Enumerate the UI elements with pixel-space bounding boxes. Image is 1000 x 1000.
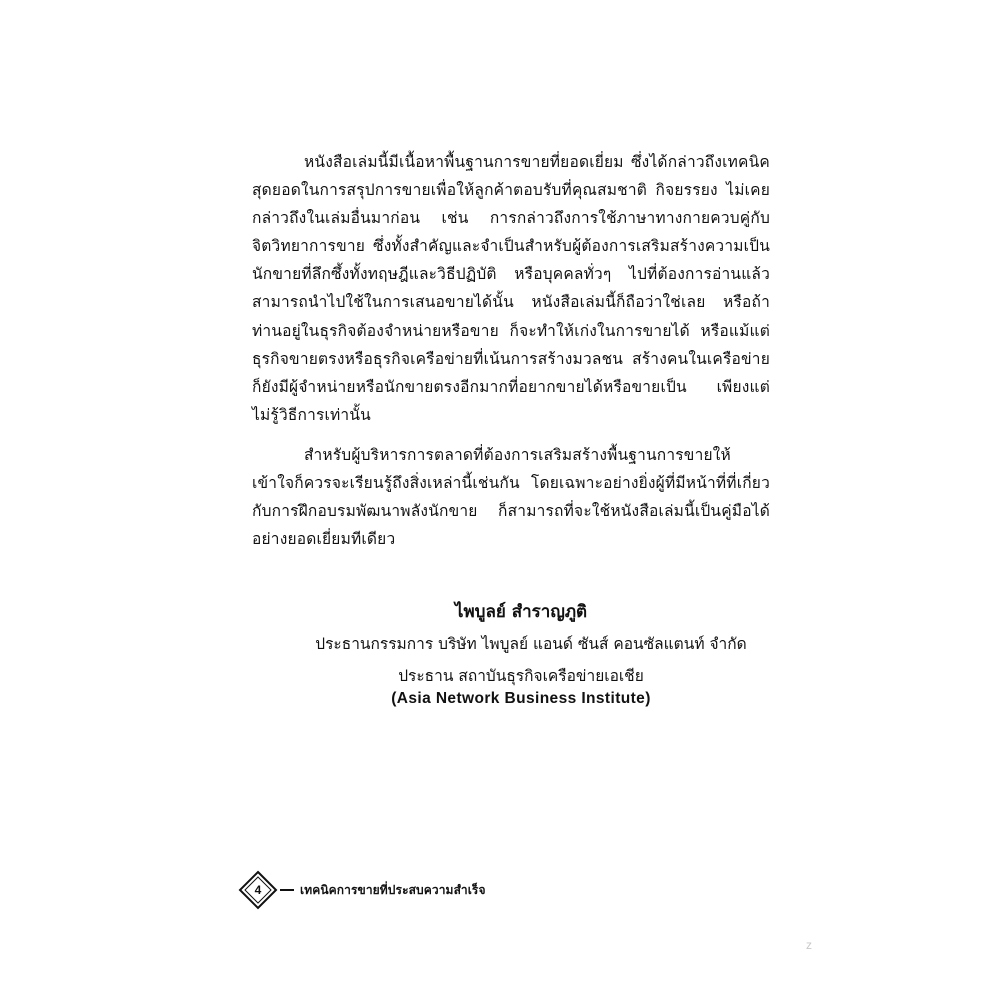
- body-text: [252, 148, 770, 553]
- paragraph-2: สำหรับผู้บริหารการตลาดที่ต้องการเสริมสร้างพื้นฐานการขายให้เข้าใจก็ควรจะเรียนรู้ถึงสิ่งเหล่านี้เช่นกัน โดยเฉพาะอย่างยิ่งผู้ที่มีหน้าที่ที่เกี่ยวกับการฝึกอบรมพัฒนาพลังนักขาย ก็สามารถที่จะใช้หนังสือเล่มนี้เป็นคู่มือได้อย่างยอดเยี่ยมทีเดียว: [252, 445, 770, 549]
- signature-position-2: ประธาน สถาบันธุรกิจเครือข่ายเอเชีย: [398, 667, 644, 685]
- corner-mark: z: [806, 938, 812, 952]
- signature-institute-english: (Asia Network Business Institute): [391, 690, 651, 707]
- running-title: เทคนิคการขายที่ประสบความสำเร็จ: [300, 882, 486, 897]
- signature-name: ไพบูลย์ สำราญภูติ: [454, 602, 588, 622]
- footer-divider: [280, 889, 294, 891]
- signature-block: [252, 598, 770, 710]
- page-footer: [238, 868, 486, 912]
- page-number: 4: [254, 883, 262, 897]
- signature-position-1: ประธานกรรมการ บริษัท ไพบูลย์ แอนด์ ซันส์ คอนซัลแตนท์ จำกัด: [315, 635, 747, 653]
- page-number-badge: [238, 870, 278, 910]
- paragraph-1: หนังสือเล่มนี้มีเนื้อหาพื้นฐานการขายที่ยอดเยี่ยม ซึ่งได้กล่าวถึงเทคนิคสุดยอดในการสรุปการขายเพื่อให้ลูกค้าตอบรับที่คุณสมชาติ กิจยรรยง ไม่เคยกล่าวถึงในเล่มอื่นมาก่อน เช่น การกล่าวถึงการใช้ภาษาทางกายควบคู่กับจิตวิทยาการขาย ซึ่งทั้งสำคัญและจำเป็นสำหรับผู้ต้องการเสริมสร้างความเป็นนักขายที่ลึกซึ้งทั้งทฤษฎีและวิธีปฏิบัติ หรือบุคคลทั่วๆ ไปที่ต้องการอ่านแล้วสามารถนำไปใช้ในการเสนอขายได้นั้น หนังสือเล่มนี้ก็ถือว่าใช่เลย หรือถ้าท่านอยู่ในธุรกิจต้องจำหน่ายหรือขาย ก็จะทำให้เก่งในการขายได้ หรือแม้แต่ธุรกิจขายตรงหรือธุรกิจเครือข่ายที่เน้นการสร้างมวลชน สร้างคนในเครือข่าย ก็ยังมีผู้จำหน่ายหรือนักขายตรงอีกมากที่อยากขายได้หรือขายเป็น เพียงแต่ไม่รู้วิธีการเท่านั้น: [252, 153, 770, 424]
